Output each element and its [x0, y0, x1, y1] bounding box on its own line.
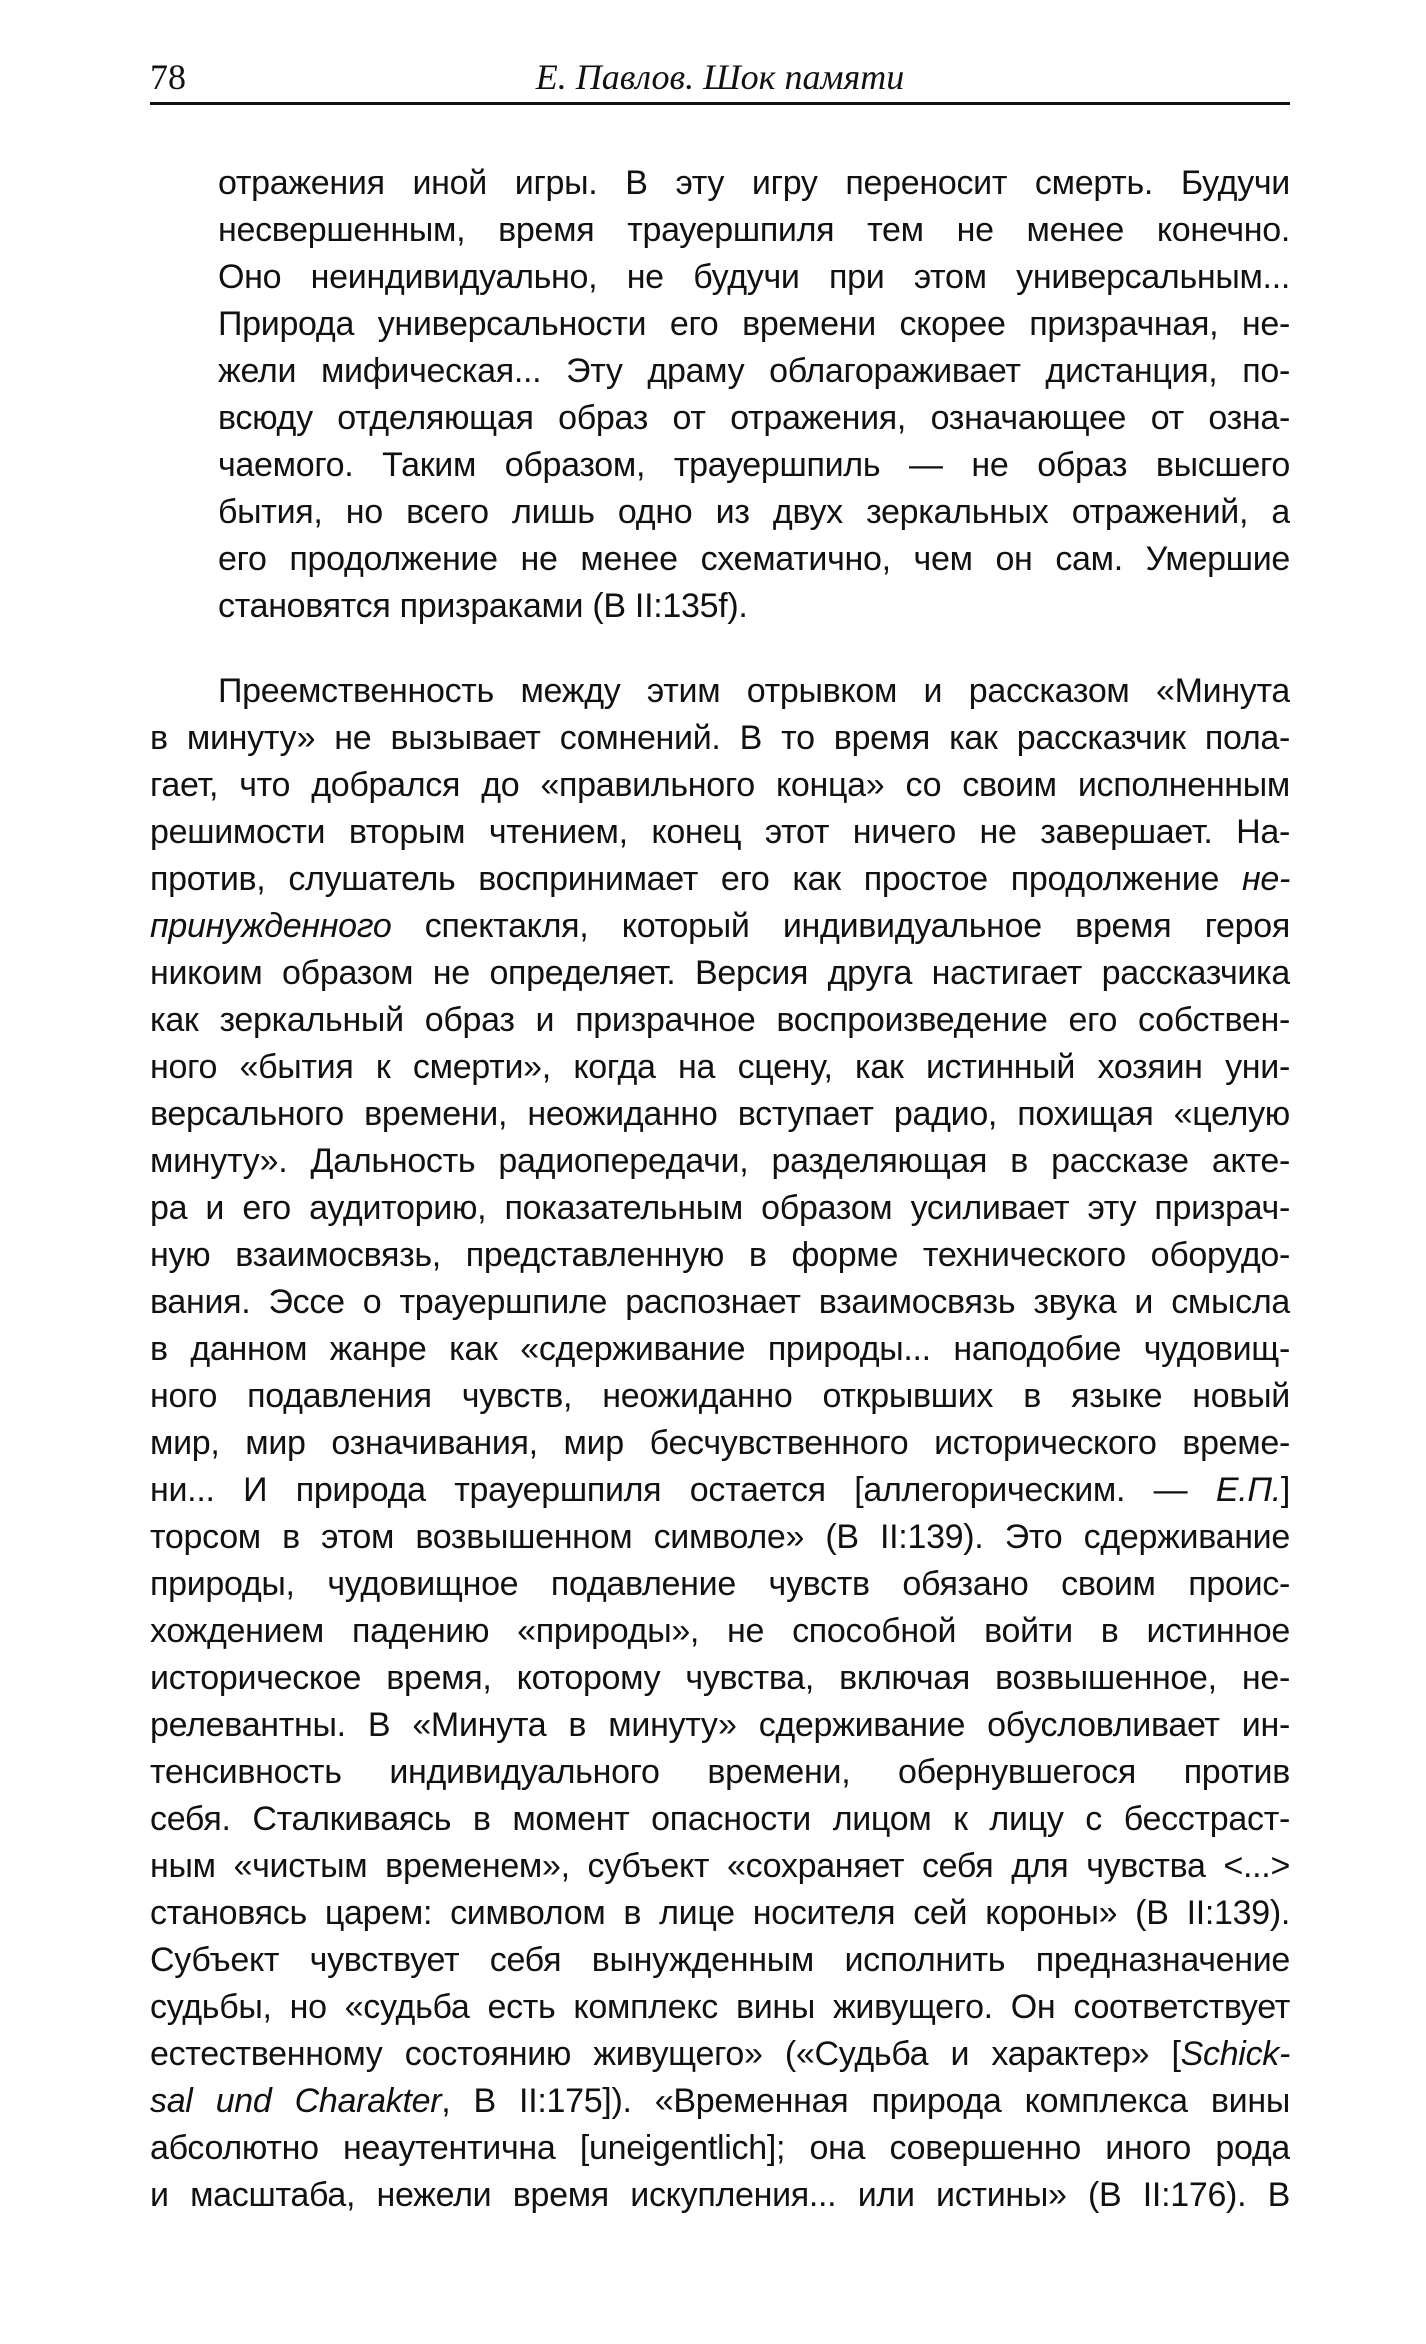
body-line: sal und Charakter, В II:175]). «Временная природа комплекса вины	[150, 2082, 1290, 2120]
body-line: абсолютно неаутентична [uneigentlich]; она совершенно иного рода	[150, 2129, 1290, 2167]
italic-term: Schick-	[1180, 2035, 1290, 2073]
quote-line: жели мифическая... Эту драму облагораживает дистанция, по-	[218, 352, 1290, 390]
body-line: принужденного спектакля, который индивидуальное время героя	[150, 907, 1290, 945]
quote-line: становятся призраками (В II:135f).	[218, 587, 748, 625]
body-line: историческое время, которому чувства, включая возвышенное, не-	[150, 1659, 1290, 1697]
body-line: против, слушатель воспринимает его как простое продолжение не-	[150, 860, 1290, 898]
running-title: Е. Павлов. Шок памяти	[535, 57, 905, 97]
body-line: природы, чудовищное подавление чувств обязано своим проис-	[150, 1565, 1290, 1603]
body-line: релевантны. В «Минута в минуту» сдерживание обусловливает ин-	[150, 1706, 1290, 1744]
body-line: минуту». Дальность радиопередачи, разделяющая в рассказе акте-	[150, 1142, 1290, 1180]
body-line: гает, что добрался до «правильного конца» со своим исполненным	[150, 766, 1290, 804]
body-line: и масштаба, нежели время искупления... или истины» (В II:176). В	[150, 2176, 1290, 2214]
body-line: ного подавления чувств, неожиданно открывших в языке новый	[150, 1377, 1290, 1415]
italic-initials: Е.П.	[1215, 1471, 1281, 1509]
body-line: себя. Сталкиваясь в момент опасности лицом к лицу с бесстраст-	[150, 1800, 1290, 1838]
quote-line: Природа универсальности его времени скорее призрачная, не-	[218, 305, 1290, 343]
body-line: мир, мир означивания, мир бесчувственного исторического време-	[150, 1424, 1290, 1462]
body-line: Преемственность между этим отрывком и рассказом «Минута	[218, 672, 1290, 710]
body-line: как зеркальный образ и призрачное воспроизведение его собствен-	[150, 1001, 1290, 1039]
page-number: 78	[150, 57, 186, 97]
body-line: ную взаимосвязь, представленную в форме технического оборудо-	[150, 1236, 1290, 1274]
body-line: тенсивность индивидуального времени, обернувшегося против	[150, 1753, 1290, 1791]
body-line: ным «чистым временем», субъект «сохраняет себя для чувства <...>	[150, 1847, 1290, 1885]
body-line: торсом в этом возвышенном символе» (В II:139). Это сдерживание	[150, 1518, 1290, 1556]
italic-term: не-	[1241, 860, 1290, 898]
quote-line: Оно неиндивидуально, не будучи при этом универсальным...	[218, 258, 1290, 296]
block-quote	[218, 160, 1290, 630]
italic-term: принужденного	[150, 907, 392, 945]
body-line: никоим образом не определяет. Версия друга настигает рассказчика	[150, 954, 1290, 992]
body-line: вания. Эссе о трауершпиле распознает взаимосвязь звука и смысла	[150, 1283, 1290, 1321]
body-paragraph	[150, 668, 1290, 2219]
body-line: версального времени, неожиданно вступает радио, похищая «целую	[150, 1095, 1290, 1133]
body-line: судьбы, но «судьба есть комплекс вины живущего. Он соответствует	[150, 1988, 1290, 2026]
body-line: Субъект чувствует себя вынужденным исполнить предназначение	[150, 1941, 1290, 1979]
body-line: ра и его аудиторию, показательным образом усиливает эту призрач-	[150, 1189, 1290, 1227]
body-line: естественному состоянию живущего» («Судьба и характер» [Schick-	[150, 2035, 1290, 2073]
body-line: в данном жанре как «сдерживание природы... наподобие чудовищ-	[150, 1330, 1290, 1368]
running-head	[150, 52, 1290, 105]
body-line: ни... И природа трауершпиля остается [аллегорическим. — Е.П.]	[150, 1471, 1290, 1509]
body-line: становясь царем: символом в лице носителя сей короны» (В II:139).	[150, 1894, 1290, 1932]
body-line: решимости вторым чтением, конец этот ничего не завершает. На-	[150, 813, 1290, 851]
quote-line: всюду отделяющая образ от отражения, означающее от озна-	[218, 399, 1290, 437]
quote-line: несвершенным, время трауершпиля тем не менее конечно.	[218, 211, 1290, 249]
quote-line: его продолжение не менее схематично, чем он сам. Умершие	[218, 540, 1290, 578]
italic-term: sal und Charakter	[150, 2082, 442, 2120]
body-line: хождением падению «природы», не способной войти в истинное	[150, 1612, 1290, 1650]
body-line: ного «бытия к смерти», когда на сцену, как истинный хозяин уни-	[150, 1048, 1290, 1086]
quote-line: отражения иной игры. В эту игру переносит смерть. Будучи	[218, 164, 1290, 202]
body-line: в минуту» не вызывает сомнений. В то время как рассказчик пола-	[150, 719, 1290, 757]
quote-line: чаемого. Таким образом, трауершпиль — не образ высшего	[218, 446, 1290, 484]
quote-line: бытия, но всего лишь одно из двух зеркальных отражений, а	[218, 493, 1290, 531]
